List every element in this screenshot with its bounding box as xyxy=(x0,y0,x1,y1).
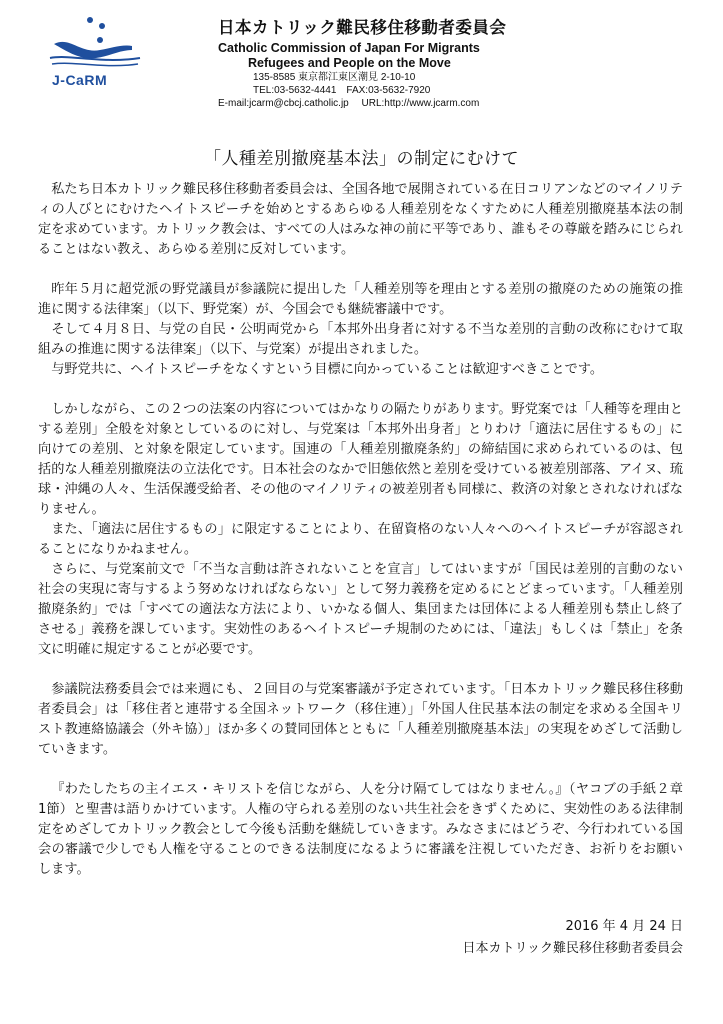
org-name-jp: 日本カトリック難民移住移動者委員会 xyxy=(218,18,507,37)
paragraph: 『わたしたちの主イエス・キリストを信じながら、人を分け隔てしてはなりません。』（ヤコブの手紙２章 1節）と聖書は語りかけています。人権の守られる差別のない共生社会をきずくために、実効性のある法律制定をめざしてカトリック教会として今後も活動を継続していきます。みなさまにはどうぞ、今行われている国会の審議で少しでも人権を守ることのできる法制度になるように審議を注視していただき、お祈りをお願いします。 xyxy=(38,782,683,877)
organization-info xyxy=(218,14,638,110)
paragraph: また、「適法に居住するもの」に限定することにより、在留資格のない人々へのヘイトスピーチが容認されることになりかねません。 xyxy=(38,522,683,557)
paragraph: しかしながら、この２つの法案の内容についてはかなりの隔たりがあります。野党案では「人種等を理由とする差別」全般を対象としているのに対し、与党案は「本邦外出身者」とりわけ「適法に居住するもの」に向けての差別、と対象を限定しています。国連の「人種差別撤廃条約」の締結国に求められているのは、包括的な人種差別撤廃法の立法化です。日本社会のなかで旧態依然と差別を受けている被差別部落、アイヌ、琉球・沖縄の人々、生活保護受給者、その他のマイノリティの被差別者も同様に、救済の対象とされなければなりません。 xyxy=(38,402,683,517)
paragraph: さらに、与党案前文で「不当な言動は許されないことを宣言」してはいますが「国民は差別的言動のない社会の実現に寄与するよう努めなければならない」として努力義務を定めるにとどまっています。「人種差別撤廃条約」では「すべての適法な方法により、いかなる個人、集団または団体による人種差別も禁止し終了させる」義務を課しています。実効性のあるヘイトスピーチ規制のためには、「違法」もしくは「禁止」を条文に明確に規定することが必要です。 xyxy=(38,562,683,657)
org-name-en-line2: Refugees and People on the Move xyxy=(248,56,451,70)
document-date: 2016 年 4 月 24 日 xyxy=(565,919,683,934)
org-address: 135-8585 東京都江東区潮見 2-10-10 xyxy=(253,72,416,83)
org-name-en-line1: Catholic Commission of Japan For Migrants xyxy=(218,41,480,55)
org-tel-fax: TEL:03-5632-4441 FAX:03-5632-7920 xyxy=(253,85,431,96)
paragraph: 私たち日本カトリック難民移住移動者委員会は、全国各地で展開されている在日コリアンなどのマイノリティの人びとにむけたヘイトスピーチを始めとするあらゆる人種差別をなくすために人種差別撤廃基本法の制定を求めています。カトリック教会は、すべての人はみな神の前に平等であり、誰もその尊厳を踏みにじられることはない教え、あらゆる差別に反対しています。 xyxy=(38,182,683,257)
org-email-url: E-mail:jcarm@cbcj.catholic.jp URL:http://www.jcarm.com xyxy=(218,98,480,109)
logo-text: J-CaRM xyxy=(52,72,108,88)
j-carm-logo xyxy=(40,14,150,98)
signature: 日本カトリック難民移住移動者委員会 xyxy=(462,941,683,956)
paragraph: そして４月８日、与党の自民・公明両党から「本邦外出身者に対する不当な差別的言動の改称にむけて取組みの推進に関する法律案」（以下、与党案）が提出されました。 xyxy=(38,322,683,357)
paragraph: 昨年５月に超党派の野党議員が参議院に提出した「人種差別等を理由とする差別の撤廃のための施策の推進に関する法律案」（以下、野党案）が、今国会でも継続審議中です。 xyxy=(38,282,683,317)
letterhead xyxy=(40,14,700,114)
document-title: 「人種差別撤廃基本法」の制定にむけて xyxy=(204,149,519,169)
closing xyxy=(463,916,683,960)
fish-boat-icon xyxy=(40,14,150,74)
document-body xyxy=(38,180,683,880)
paragraph: 与野党共に、ヘイトスピーチをなくすという目標に向かっていることは歓迎すべきことです。 xyxy=(51,362,604,377)
paragraph: 参議院法務委員会では来週にも、２回目の与党案審議が予定されています。「日本カトリック難民移住移動者委員会」は「移住者と連帯する全国ネットワーク（移住連）」「外国人住民基本法の制定を求める全国キリスト教連絡協議会（外キ協）」ほか多くの賛同団体とともに「人種差別撤廃基本法」の実現をめざして活動していきます。 xyxy=(38,682,683,757)
